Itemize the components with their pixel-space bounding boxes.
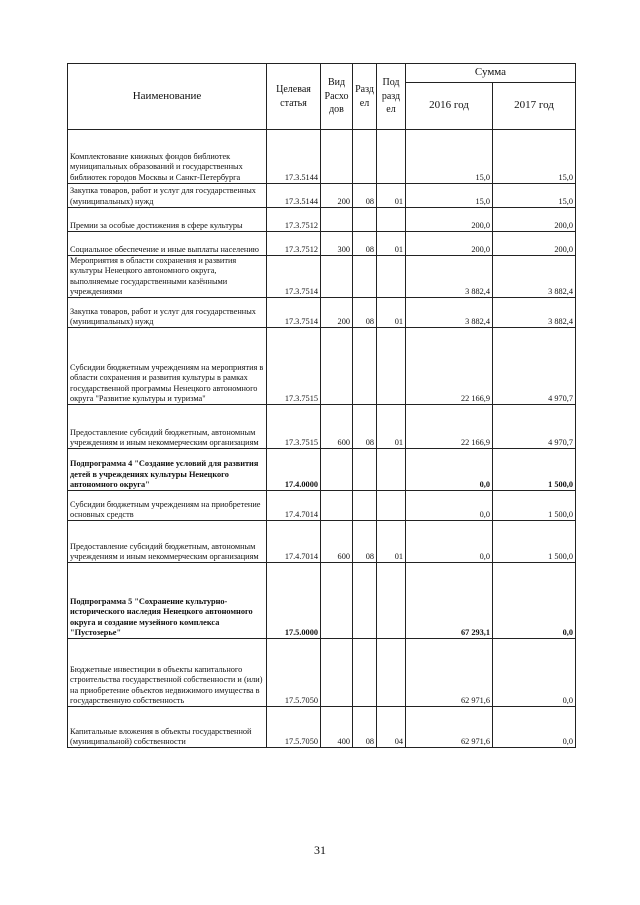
row-name: Подпрограмма 4 "Создание условий для развития детей в учреждениях культуры Ненецкого автономного округа" [68,449,267,491]
row-name: Предоставление субсидий бюджетным, автономным учреждениям и иным некоммерческим организациям [68,521,267,563]
row-type-code [321,449,353,491]
table-row [68,328,576,405]
table-row [68,232,576,256]
row-amount-2016: 22 166,9 [406,405,493,449]
row-type-code: 200 [321,184,353,208]
table-row [68,491,576,521]
table-row [68,184,576,208]
row-target-code: 17.3.7515 [267,328,321,405]
row-target-code: 17.3.5144 [267,184,321,208]
row-target-code: 17.5.7050 [267,707,321,748]
row-subsection-code: 04 [377,707,406,748]
row-section-code: 08 [353,521,377,563]
table-body [68,130,576,748]
header-name: Наименование [68,64,267,130]
row-section-code [353,449,377,491]
row-name: Закупка товаров, работ и услуг для государственных (муниципальных) нужд [68,184,267,208]
row-amount-2017: 0,0 [493,707,576,748]
row-amount-2016: 0,0 [406,491,493,521]
row-section-code [353,328,377,405]
table-row [68,521,576,563]
row-subsection-code [377,491,406,521]
row-amount-2017: 3 882,4 [493,256,576,298]
row-amount-2017: 4 970,7 [493,328,576,405]
row-amount-2016: 3 882,4 [406,298,493,328]
row-subsection-code: 01 [377,405,406,449]
row-amount-2017: 1 500,0 [493,449,576,491]
row-amount-2016: 3 882,4 [406,256,493,298]
row-subsection-code: 01 [377,184,406,208]
row-amount-2017: 0,0 [493,563,576,639]
row-name: Предоставление субсидий бюджетным, автономным учреждениям и иным некоммерческим организациям [68,405,267,449]
row-amount-2016: 0,0 [406,521,493,563]
row-target-code: 17.3.7512 [267,208,321,232]
row-name: Бюджетные инвестиции в объекты капитального строительства государственной собственности и (или) на приобретение объектов недвижимого имущества в государственную собственность [68,639,267,707]
row-name: Комплектование книжных фондов библиотек муниципальных образований и государственных библиотек городов Москвы и Санкт-Петербурга [68,130,267,184]
row-subsection-code: 01 [377,232,406,256]
row-type-code [321,491,353,521]
row-type-code: 600 [321,405,353,449]
row-name: Премии за особые достижения в сфере культуры [68,208,267,232]
row-target-code: 17.3.7514 [267,256,321,298]
table-row [68,208,576,232]
row-subsection-code: 01 [377,298,406,328]
row-amount-2017: 1 500,0 [493,521,576,563]
table-row [68,563,576,639]
row-target-code: 17.3.7515 [267,405,321,449]
row-name: Мероприятия в области сохранения и развития культуры Ненецкого автономного округа, выполняемые государственными казёнными учреждениями [68,256,267,298]
row-type-code [321,563,353,639]
row-name: Субсидии бюджетным учреждениям на приобретение основных средств [68,491,267,521]
row-amount-2016: 62 971,6 [406,639,493,707]
row-amount-2017: 1 500,0 [493,491,576,521]
row-amount-2016: 15,0 [406,184,493,208]
row-subsection-code [377,256,406,298]
page-number: 31 [314,843,326,857]
row-type-code: 200 [321,298,353,328]
table-row [68,256,576,298]
row-amount-2016: 22 166,9 [406,328,493,405]
row-target-code: 17.4.7014 [267,491,321,521]
row-amount-2017: 15,0 [493,184,576,208]
row-section-code: 08 [353,707,377,748]
row-section-code [353,256,377,298]
row-section-code [353,491,377,521]
row-section-code [353,639,377,707]
row-target-code: 17.4.0000 [267,449,321,491]
row-target-code: 17.3.5144 [267,130,321,184]
row-amount-2017: 4 970,7 [493,405,576,449]
budget-table [67,63,576,748]
row-amount-2016: 200,0 [406,208,493,232]
table-row [68,449,576,491]
row-amount-2017: 15,0 [493,130,576,184]
row-name: Субсидии бюджетным учреждениям на мероприятия в области сохранения и развития культуры в рамках государственной программы Ненецкого автономного округа "Развитие культуры и туризма" [68,328,267,405]
row-target-code: 17.3.7514 [267,298,321,328]
row-subsection-code [377,328,406,405]
row-amount-2016: 62 971,6 [406,707,493,748]
row-amount-2017: 200,0 [493,232,576,256]
table-row [68,707,576,748]
row-section-code: 08 [353,298,377,328]
table-row [68,130,576,184]
row-amount-2016: 200,0 [406,232,493,256]
row-type-code [321,328,353,405]
row-subsection-code [377,130,406,184]
header-2017: 2017 год [493,83,576,130]
row-type-code: 400 [321,707,353,748]
row-type-code [321,130,353,184]
row-type-code: 300 [321,232,353,256]
table-row [68,405,576,449]
table-row [68,639,576,707]
row-type-code [321,208,353,232]
row-section-code: 08 [353,232,377,256]
header-2016: 2016 год [406,83,493,130]
row-subsection-code: 01 [377,521,406,563]
row-name: Подпрограмма 5 "Сохранение культурно-исторического наследия Ненецкого автономного округа и создание музейного комплекса "Пустозерье" [68,563,267,639]
row-section-code [353,208,377,232]
row-amount-2017: 3 882,4 [493,298,576,328]
header-target: Целевая статья [267,64,321,130]
row-type-code [321,256,353,298]
table-row [68,298,576,328]
row-subsection-code [377,639,406,707]
row-target-code: 17.3.7512 [267,232,321,256]
row-type-code [321,639,353,707]
row-subsection-code [377,449,406,491]
row-amount-2016: 67 293,1 [406,563,493,639]
header-subsection: Под разд ел [377,64,406,130]
row-target-code: 17.5.7050 [267,639,321,707]
row-amount-2016: 15,0 [406,130,493,184]
row-target-code: 17.4.7014 [267,521,321,563]
row-section-code [353,130,377,184]
row-name: Социальное обеспечение и иные выплаты населению [68,232,267,256]
row-target-code: 17.5.0000 [267,563,321,639]
row-section-code [353,563,377,639]
row-section-code: 08 [353,405,377,449]
row-name: Капитальные вложения в объекты государственной (муниципальной) собственности [68,707,267,748]
header-sum: Сумма [406,64,576,83]
row-type-code: 600 [321,521,353,563]
row-amount-2017: 200,0 [493,208,576,232]
header-type: Вид Расхо дов [321,64,353,130]
row-subsection-code [377,208,406,232]
row-amount-2017: 0,0 [493,639,576,707]
header-section: Разд ел [353,64,377,130]
row-section-code: 08 [353,184,377,208]
row-name: Закупка товаров, работ и услуг для государственных (муниципальных) нужд [68,298,267,328]
row-subsection-code [377,563,406,639]
row-amount-2016: 0,0 [406,449,493,491]
